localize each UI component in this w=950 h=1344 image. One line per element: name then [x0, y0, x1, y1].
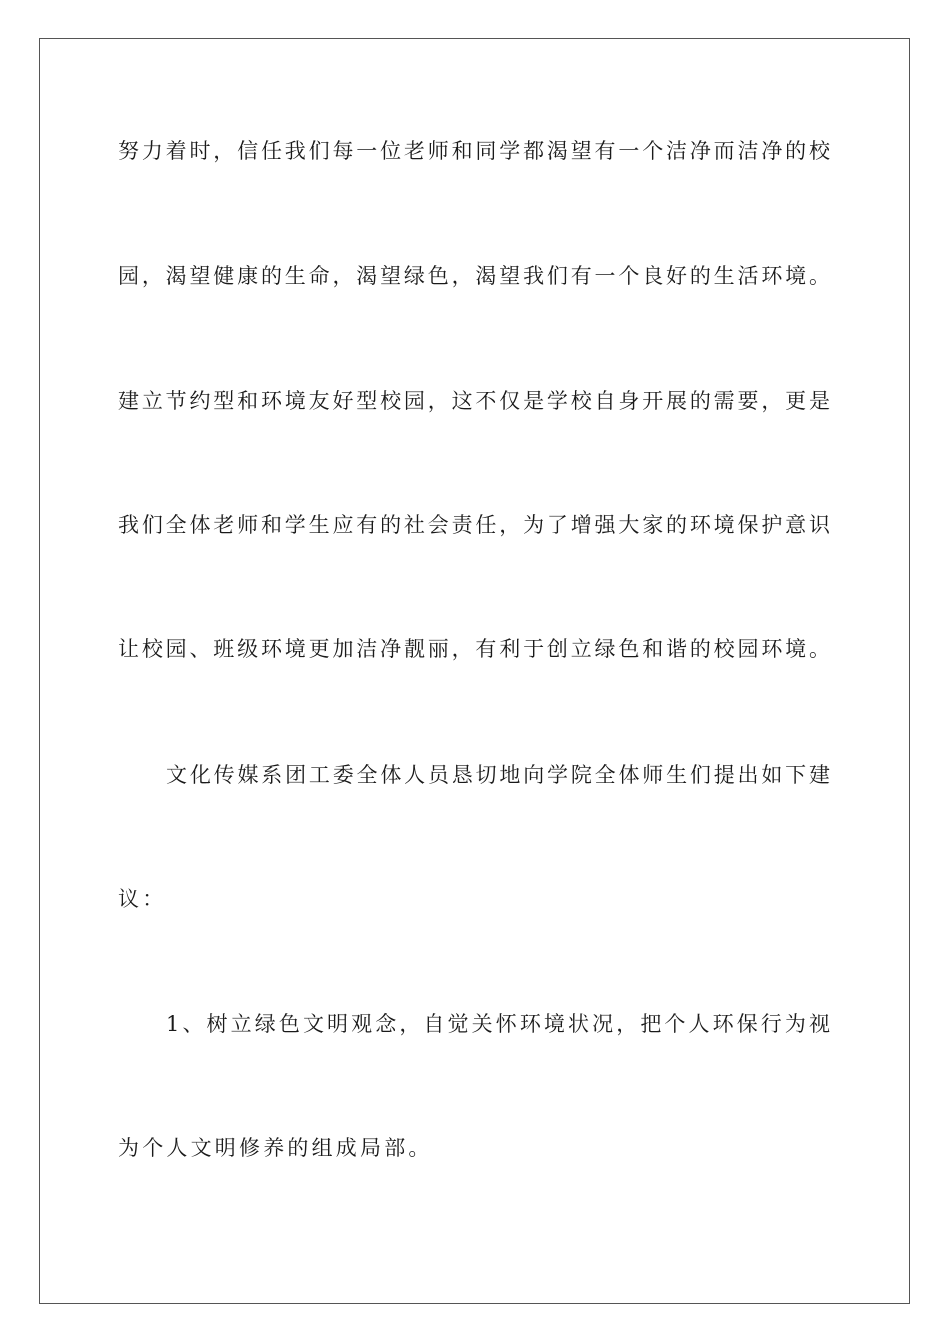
text-line: 为个人文明修养的组成局部。: [118, 1136, 433, 1160]
text-line: 让校园、班级环境更加洁净靓丽，有利于创立绿色和谐的校园环境。: [118, 637, 830, 661]
text-line: 议：: [118, 887, 167, 911]
text-line: 建立节约型和环境友好型校园，这不仅是学校自身开展的需要，更是: [118, 389, 830, 413]
text-line: 我们全体老师和学生应有的社会责任，为了增强大家的环境保护意识: [118, 513, 830, 537]
list-item-line: 1、树立绿色文明观念，自觉关怀环境状况，把个人环保行为视: [166, 1012, 830, 1036]
paragraph-start-line: 文化传媒系团工委全体人员恳切地向学院全体师生们提出如下建: [166, 763, 830, 787]
text-line: 园，渴望健康的生命，渴望绿色，渴望我们有一个良好的生活环境。: [118, 264, 830, 288]
page-border: [39, 38, 910, 1304]
text-line: 努力着时，信任我们每一位老师和同学都渴望有一个洁净而洁净的校: [118, 139, 830, 163]
